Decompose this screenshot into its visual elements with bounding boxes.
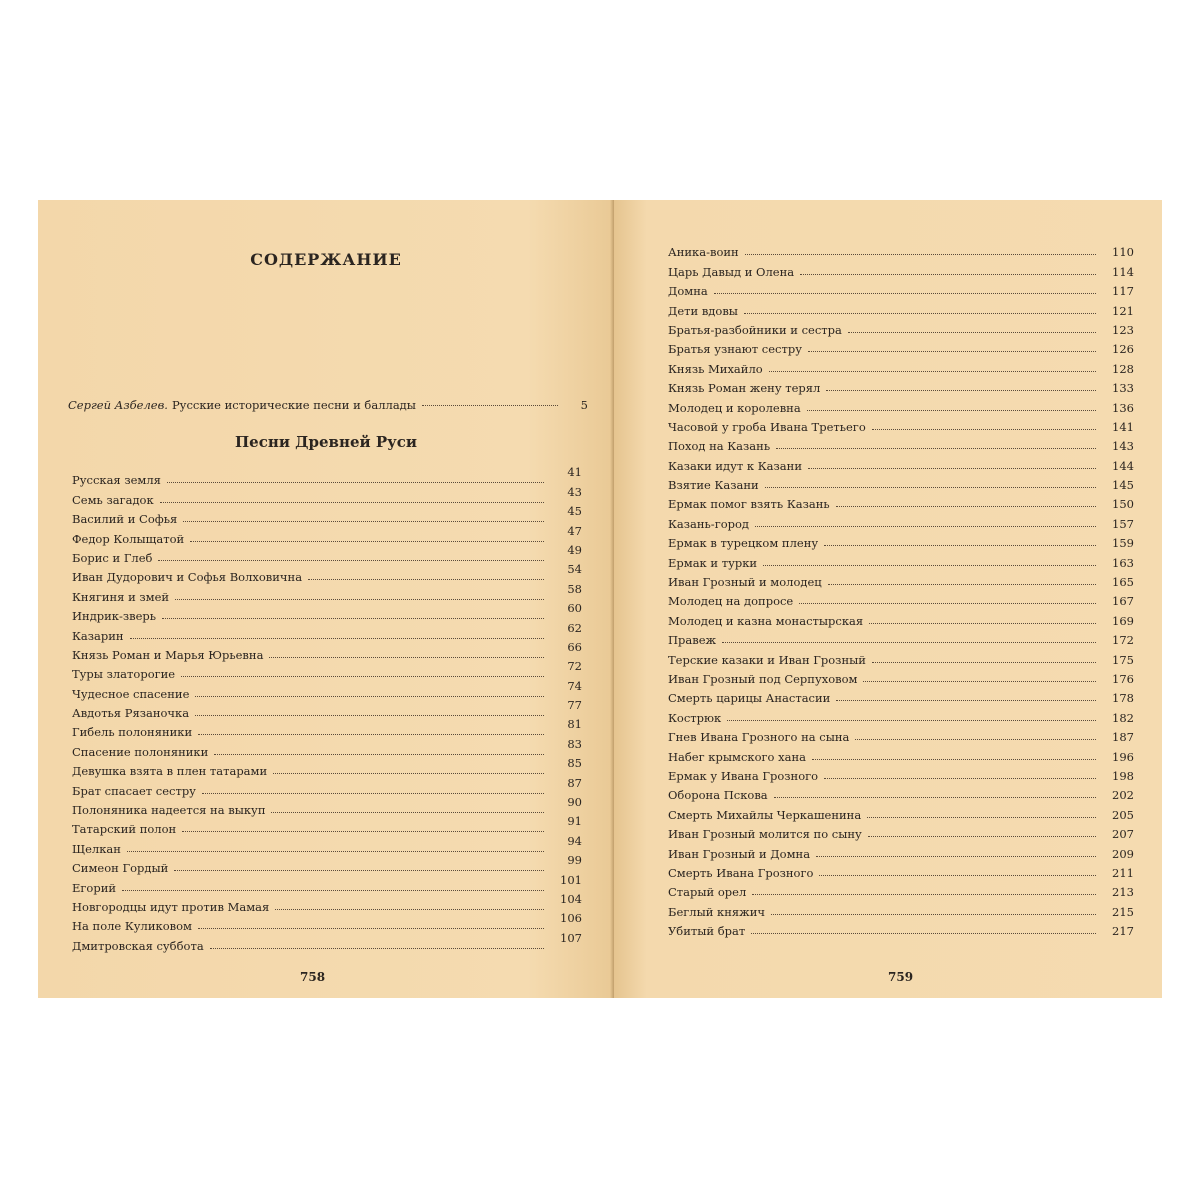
toc-entry-page-number: 209 [1112,846,1134,861]
toc-entry-title: Иван Грозный под Серпуховом [668,671,858,686]
dot-leader [202,793,544,794]
toc-entry[interactable] [72,872,582,895]
dot-leader [183,521,544,522]
toc-entry[interactable] [668,434,1134,453]
toc-entry-page-number: 176 [1112,671,1134,686]
toc-entry[interactable] [668,492,1134,511]
toc-entry-page-number: 196 [1112,749,1134,764]
dot-leader [765,487,1096,488]
toc-entry-title: Старый орел [668,885,747,900]
toc-entry-title: Смерть Ивана Грозного [668,865,814,880]
toc-entry-page-number: 72 [567,659,582,674]
toc-entry-title: Оборона Пскова [668,788,768,803]
toc-entry[interactable] [668,376,1134,395]
toc-entry-title: Братья узнают сестру [668,342,802,357]
toc-entry-title: Княгиня и змей [72,589,170,604]
dot-leader [198,734,544,735]
toc-list-right [668,240,1134,938]
toc-entry-title: Терские казаки и Иван Грозный [668,652,866,667]
toc-entry-page-number: 163 [1112,555,1134,570]
toc-entry[interactable] [668,667,1134,686]
dot-leader [819,875,1096,876]
dot-leader [122,890,544,891]
toc-entry-title: Молодец и королевна [668,400,801,415]
toc-list-left [72,465,582,953]
intro-entry[interactable] [68,398,588,412]
dot-leader [714,293,1096,294]
intro-page-number: 5 [580,398,588,412]
toc-entry-title: Егорий [72,880,117,895]
toc-entry-page-number: 49 [567,542,582,557]
toc-entry-title: Индрик-зверь [72,609,157,624]
toc-entry-page-number: 217 [1112,924,1134,939]
toc-entry-title: Князь Михайло [668,361,763,376]
toc-entry[interactable] [72,911,582,934]
dot-leader [275,909,544,910]
toc-entry-page-number: 77 [567,698,582,713]
dot-leader [855,739,1096,740]
toc-entry[interactable] [668,744,1134,763]
toc-entry-title: Авдотья Рязаночка [72,706,190,721]
toc-entry-title: Щелкан [72,841,121,856]
dot-leader [824,545,1096,546]
toc-entry-page-number: 74 [567,678,582,693]
toc-entry-title: Иван Грозный и Домна [668,846,811,861]
toc-entry[interactable] [72,930,582,953]
dot-leader [269,657,544,658]
page-number-left: 758 [300,970,326,984]
toc-entry[interactable] [668,899,1134,918]
toc-entry-page-number: 66 [567,639,582,654]
dot-leader [174,870,544,871]
toc-entry-title: Смерть царицы Анастасии [668,691,831,706]
toc-entry[interactable] [668,725,1134,744]
toc-entry[interactable] [668,841,1134,860]
dot-leader [771,914,1096,915]
dot-leader [774,797,1096,798]
toc-entry-title: Спасение полоняники [72,744,209,759]
toc-entry[interactable] [668,531,1134,550]
dot-leader [422,405,558,406]
toc-entry[interactable] [668,570,1134,589]
toc-entry[interactable] [668,919,1134,938]
toc-entry-page-number: 157 [1112,516,1134,531]
toc-entry-title: Молодец на допросе [668,594,794,609]
dot-leader [824,778,1096,779]
intro-author: Сергей Азбелев. [68,398,168,412]
toc-entry-page-number: 141 [1112,419,1134,434]
toc-entry-title: Князь Роман жену терял [668,381,821,396]
toc-entry-page-number: 110 [1112,245,1134,260]
dot-leader [812,759,1096,760]
book-spread [38,200,1162,998]
toc-entry[interactable] [668,279,1134,298]
toc-entry-title: Симеон Гордый [72,861,169,876]
toc-entry[interactable] [72,833,582,856]
toc-entry-title: Поход на Казань [668,439,771,454]
toc-entry-title: Гибель полоняники [72,725,193,740]
toc-entry-page-number: 207 [1112,827,1134,842]
page-number-right: 759 [888,970,914,984]
toc-entry-page-number: 215 [1112,904,1134,919]
toc-entry[interactable] [668,415,1134,434]
dot-leader [763,565,1096,566]
dot-leader [175,599,544,600]
toc-entry-page-number: 43 [567,484,582,499]
toc-entry-title: Ермак и турки [668,555,758,570]
dot-leader [727,720,1096,721]
toc-entry[interactable] [72,620,582,643]
toc-entry-page-number: 87 [567,775,582,790]
toc-entry-page-number: 205 [1112,807,1134,822]
toc-entry[interactable] [72,678,582,701]
toc-entry-title: Братья-разбойники и сестра [668,322,842,337]
toc-entry[interactable] [668,705,1134,724]
toc-entry-page-number: 150 [1112,497,1134,512]
toc-entry-title: Казарин [72,628,124,643]
dot-leader [127,851,544,852]
toc-entry[interactable] [668,880,1134,899]
toc-entry-title: Чудесное спасение [72,686,190,701]
toc-entry[interactable] [668,511,1134,530]
dot-leader [799,603,1096,604]
toc-entry-title: Дмитровская суббота [72,938,204,953]
toc-entry-page-number: 123 [1112,322,1134,337]
toc-entry-title: Беглый княжич [668,904,766,919]
toc-entry-title: Кострюк [668,710,722,725]
toc-entry[interactable] [668,473,1134,492]
toc-entry-title: Казань-город [668,516,750,531]
toc-entry[interactable] [72,717,582,740]
toc-entry-page-number: 104 [560,891,582,906]
toc-entry-page-number: 175 [1112,652,1134,667]
dot-leader [214,754,544,755]
toc-entry[interactable] [668,240,1134,259]
toc-entry-page-number: 211 [1112,865,1134,880]
toc-entry[interactable] [72,891,582,914]
toc-entry-page-number: 101 [560,872,582,887]
dot-leader [271,812,544,813]
toc-entry-title: Князь Роман и Марья Юрьевна [72,647,264,662]
dot-leader [273,773,544,774]
toc-entry[interactable] [668,686,1134,705]
toc-entry-page-number: 136 [1112,400,1134,415]
toc-entry[interactable] [72,698,582,721]
toc-entry-title: Гнев Ивана Грозного на сына [668,730,850,745]
toc-entry-title: Молодец и казна монастырская [668,613,864,628]
toc-entry-title: Борис и Глеб [72,550,153,565]
toc-entry-page-number: 145 [1112,478,1134,493]
left-page [38,200,614,998]
toc-entry-page-number: 54 [567,562,582,577]
toc-entry[interactable] [668,783,1134,802]
toc-entry[interactable] [668,259,1134,278]
toc-entry-page-number: 178 [1112,691,1134,706]
toc-entry-page-number: 144 [1112,458,1134,473]
section-heading: Песни Древней Руси [235,433,417,451]
toc-entry-page-number: 143 [1112,439,1134,454]
dot-leader [869,623,1096,624]
dot-leader [808,351,1096,352]
toc-entry-title: Семь загадок [72,492,154,507]
dot-leader [828,584,1096,585]
dot-leader [872,429,1096,430]
toc-entry-title: Убитый брат [668,924,746,939]
toc-entry-title: Иван Грозный и молодец [668,575,822,590]
toc-entry[interactable] [72,484,582,507]
toc-entry-page-number: 117 [1112,284,1134,299]
toc-entry-page-number: 62 [567,620,582,635]
dot-leader [872,662,1096,663]
toc-entry[interactable] [668,628,1134,647]
toc-entry-title: Взятие Казани [668,478,759,493]
toc-entry-title: Набег крымского хана [668,749,806,764]
toc-entry-page-number: 213 [1112,885,1134,900]
toc-entry-page-number: 159 [1112,536,1134,551]
intro-title: Русские исторические песни и баллады [171,398,416,412]
toc-entry-title: Русская земля [72,473,161,488]
toc-entry-title: Татарский полон [72,822,177,837]
dot-leader [744,313,1096,314]
toc-entry[interactable] [72,523,582,546]
toc-entry[interactable] [668,861,1134,880]
dot-leader [836,700,1096,701]
toc-entry[interactable] [72,542,582,565]
toc-entry[interactable] [668,395,1134,414]
toc-entry-page-number: 121 [1112,303,1134,318]
toc-entry[interactable] [668,298,1134,317]
toc-entry[interactable] [72,562,582,585]
toc-entry-page-number: 187 [1112,730,1134,745]
toc-entry-page-number: 47 [567,523,582,538]
toc-entry[interactable] [72,639,582,662]
toc-entry-page-number: 106 [560,911,582,926]
dot-leader [868,836,1096,837]
toc-entry[interactable] [668,453,1134,472]
toc-entry-page-number: 167 [1112,594,1134,609]
dot-leader [751,933,1096,934]
toc-entry[interactable] [668,647,1134,666]
toc-entry-title: Аника-воин [668,245,739,260]
toc-entry-title: Домна [668,284,708,299]
toc-entry-page-number: 94 [567,833,582,848]
toc-entry-title: Дети вдовы [668,303,738,318]
dot-leader [800,274,1096,275]
toc-entry-title: Брат спасает сестру [72,783,196,798]
dot-leader [745,254,1096,255]
toc-entry[interactable] [72,853,582,876]
dot-leader [826,390,1096,391]
toc-entry-page-number: 83 [567,736,582,751]
toc-entry-page-number: 58 [567,581,582,596]
dot-leader [808,468,1096,469]
toc-entry-page-number: 202 [1112,788,1134,803]
toc-entry[interactable] [668,337,1134,356]
dot-leader [160,502,544,503]
toc-entry-page-number: 172 [1112,633,1134,648]
dot-leader [867,817,1096,818]
toc-entry[interactable] [668,802,1134,821]
dot-leader [190,541,544,542]
toc-entry-title: Правеж [668,633,717,648]
toc-entry-page-number: 126 [1112,342,1134,357]
toc-entry-page-number: 114 [1112,264,1134,279]
dot-leader [195,696,544,697]
dot-leader [807,410,1096,411]
toc-entry[interactable] [668,550,1134,569]
dot-leader [195,715,544,716]
toc-entry-title: Полоняника надеется на выкуп [72,803,266,818]
toc-entry-page-number: 60 [567,601,582,616]
toc-entry-page-number: 133 [1112,381,1134,396]
toc-entry-title: На поле Куликовом [72,919,192,934]
toc-entry-page-number: 90 [567,795,582,810]
toc-entry-page-number: 91 [567,814,582,829]
toc-entry-title: Василий и Софья [72,512,178,527]
toc-entry-title: Часовой у гроба Ивана Третьего [668,419,866,434]
toc-entry-page-number: 41 [567,465,582,480]
toc-entry-title: Туры златорогие [72,667,176,682]
toc-entry-title: Федор Колыщатой [72,531,185,546]
toc-entry[interactable] [72,795,582,818]
dot-leader [769,371,1096,372]
right-page [614,200,1162,998]
toc-entry-title: Смерть Михайлы Черкашенина [668,807,862,822]
dot-leader [308,579,544,580]
dot-leader [776,448,1096,449]
toc-entry-title: Ермак у Ивана Грозного [668,768,819,783]
contents-title: СОДЕРЖАНИЕ [250,250,402,269]
toc-entry-title: Ермак помог взять Казань [668,497,830,512]
dot-leader [158,560,544,561]
toc-entry[interactable] [72,601,582,624]
toc-entry-page-number: 169 [1112,613,1134,628]
toc-entry-page-number: 107 [560,930,582,945]
toc-entry[interactable] [72,581,582,604]
dot-leader [198,928,544,929]
toc-entry[interactable] [72,465,582,488]
dot-leader [210,948,544,949]
toc-entry[interactable] [72,504,582,527]
toc-entry-title: Иван Грозный молится по сыну [668,827,862,842]
toc-entry-page-number: 128 [1112,361,1134,376]
dot-leader [162,618,544,619]
dot-leader [816,856,1096,857]
toc-entry-page-number: 182 [1112,710,1134,725]
toc-entry[interactable] [668,822,1134,841]
dot-leader [167,482,544,483]
toc-entry-page-number: 45 [567,504,582,519]
toc-entry-page-number: 198 [1112,768,1134,783]
toc-entry-title: Иван Дудорович и Софья Волховична [72,570,303,585]
toc-entry[interactable] [72,736,582,759]
toc-entry-title: Девушка взята в плен татарами [72,764,268,779]
toc-entry[interactable] [72,659,582,682]
toc-entry[interactable] [668,608,1134,627]
dot-leader [836,506,1096,507]
dot-leader [848,332,1096,333]
dot-leader [752,894,1096,895]
toc-entry-title: Ермак в турецком плену [668,536,819,551]
dot-leader [755,526,1096,527]
toc-entry-page-number: 165 [1112,575,1134,590]
toc-entry-title: Новгородцы идут против Мамая [72,899,270,914]
toc-entry-title: Казаки идут к Казани [668,458,802,473]
dot-leader [181,676,544,677]
toc-entry[interactable] [72,775,582,798]
dot-leader [863,681,1096,682]
dot-leader [722,642,1096,643]
toc-entry[interactable] [668,764,1134,783]
toc-entry[interactable] [668,589,1134,608]
toc-entry[interactable] [668,318,1134,337]
toc-entry-page-number: 99 [567,853,582,868]
toc-entry[interactable] [72,814,582,837]
toc-entry[interactable] [668,356,1134,375]
toc-entry-page-number: 81 [567,717,582,732]
toc-entry-title: Царь Давыд и Олена [668,264,795,279]
dot-leader [130,638,544,639]
dot-leader [182,831,544,832]
toc-entry-page-number: 85 [567,756,582,771]
toc-entry[interactable] [72,756,582,779]
